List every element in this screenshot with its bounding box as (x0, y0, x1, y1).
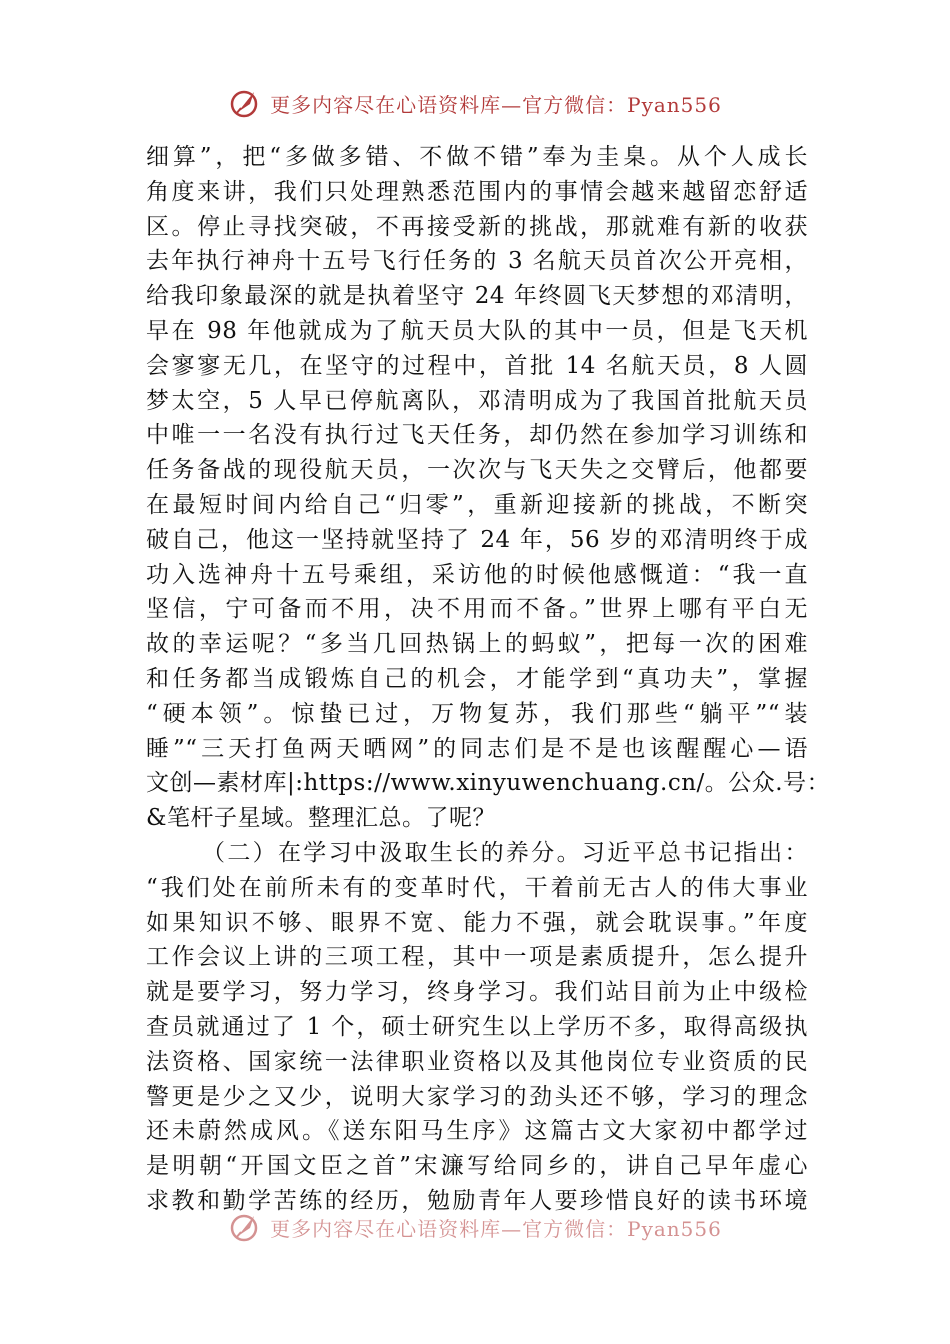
body-line: 去年执行神舟十五号飞行任务的 3 名航天员首次公开亮相， (146, 248, 808, 275)
body-line: 文创—素材库|:https://www.xinyuwenchuang.cn/。公众.号： (146, 770, 831, 797)
body-line: 故的幸运呢？“多当几回热锅上的蚂蚁”，把每一次的困难 (146, 631, 808, 658)
section-heading-line: （二）在学习中汲取生长的养分。习近平总书记指出： (202, 839, 808, 866)
body-line: 求教和勤学苦练的经历，勉励青年人要珍惜良好的读书环境 (146, 1187, 808, 1214)
body-line: 中唯一一名没有执行过飞天任务，却仍然在参加学习训练和 (146, 422, 808, 449)
body-line: 在最短时间内给自己“归零”，重新迎接新的挑战，不断突 (146, 491, 808, 518)
body-line: 细算”，把“多做多错、不做不错”奉为圭臬。从个人成长 (146, 144, 808, 170)
footer-watermark (0, 1210, 950, 1244)
quill-circle-logo-icon (228, 86, 262, 120)
body-line: 功入选神舟十五号乘组，采访他的时候他感慨道：“我一直 (146, 561, 808, 588)
body-line: “我们处在前所未有的变革时代，干着前无古人的伟大事业 (146, 874, 808, 901)
body-line: &笔杆子星域。整理汇总。了呢？ (146, 805, 496, 832)
body-line: 坚信，宁可备而不用，决不用而不备。”世界上哪有平白无 (146, 596, 808, 623)
header-watermark-text: 更多内容尽在心语资料库—官方微信：Pyan556 (270, 92, 722, 117)
body-line: 给我印象最深的就是执着坚守 24 年终圆飞天梦想的邓清明， (146, 283, 808, 310)
body-line: 警更是少之又少，说明大家学习的劲头还不够，学习的理念 (146, 1083, 808, 1110)
body-line: 会寥寥无几，在坚守的过程中，首批 14 名航天员，8 人圆 (146, 352, 808, 379)
body-line: 早在 98 年他就成为了航天员大队的其中一员，但是飞天机 (146, 317, 808, 344)
document-body (146, 140, 831, 1219)
body-line: 破自己，他这一坚持就坚持了 24 年，56 岁的邓清明终于成 (146, 526, 808, 553)
body-line: 还未蔚然成风。《送东阳马生序》这篇古文大家初中都学过 (146, 1118, 808, 1145)
body-line: 梦太空，5 人早已停航离队，邓清明成为了我国首批航天员 (146, 387, 808, 414)
body-line: 任务备战的现役航天员，一次次与飞天失之交臂后，他都要 (146, 457, 808, 484)
body-line: 法资格、国家统一法律职业资格以及其他岗位专业资质的民 (146, 1048, 808, 1075)
body-line: 就是要学习，努力学习，终身学习。我们站目前为止中级检 (146, 979, 808, 1006)
body-line: 工作会议上讲的三项工程，其中一项是素质提升，怎么提升 (146, 944, 808, 971)
footer-watermark-text: 更多内容尽在心语资料库—官方微信：Pyan556 (270, 1216, 722, 1241)
body-line: 是明朝“开国文臣之首”宋濂写给同乡的，讲自己早年虚心 (146, 1153, 808, 1180)
body-line: 睡”“三天打鱼两天晒网”的同志们是不是也该醒醒心—语 (146, 735, 808, 762)
body-line: 如果知识不够、眼界不宽、能力不强，就会耽误事。”年度 (146, 909, 808, 936)
body-line: 查员就通过了 1 个，硕士研究生以上学历不多，取得高级执 (146, 1013, 808, 1040)
body-line: “硬本领”。惊蛰已过，万物复苏，我们那些“躺平”“装 (146, 700, 808, 727)
quill-circle-logo-icon (228, 1210, 262, 1244)
body-line: 区。停止寻找突破，不再接受新的挑战，那就难有新的收获 (146, 213, 808, 240)
header-watermark (0, 86, 950, 120)
body-line: 角度来讲，我们只处理熟悉范围内的事情会越来越留恋舒适 (146, 178, 808, 205)
body-line: 和任务都当成锻炼自己的机会，才能学到“真功夫”，掌握 (146, 665, 808, 692)
